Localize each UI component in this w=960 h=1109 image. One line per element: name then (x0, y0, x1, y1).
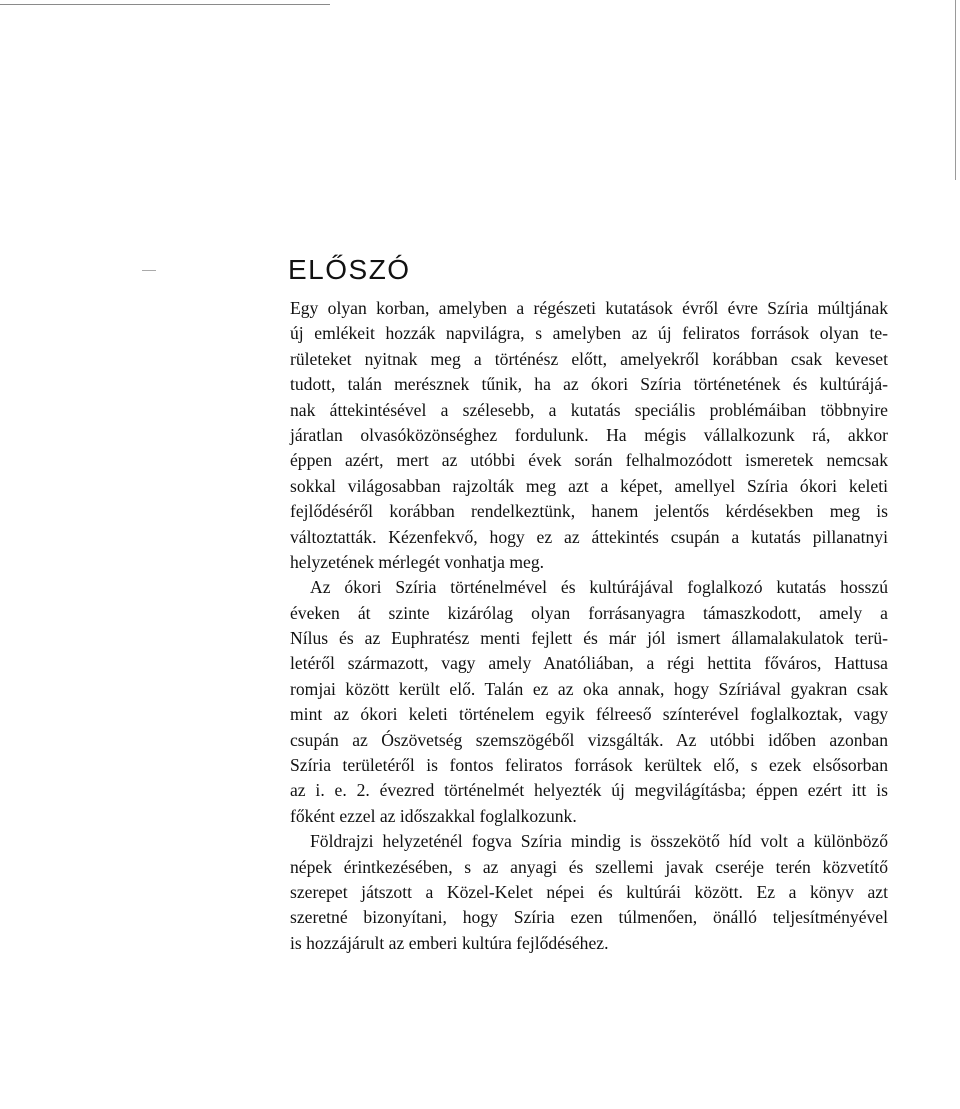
page-title: ELŐSZÓ (288, 254, 411, 285)
text-line: rületeket nyitnak meg a történész előtt, amelyekről korábban csak keveset (290, 348, 888, 369)
text-line: nak áttekintésével a szélesebb, a kutatás speciális problémáiban többnyire (290, 399, 888, 420)
text-line: csupán az Ószövetség szemszögéből vizsgálták. Az utóbbi időben azonban (290, 729, 888, 750)
text-line: fejlődéséről korábban rendelkeztünk, hanem jelentős kérdésekben meg is (290, 501, 888, 522)
preface-body (290, 296, 888, 956)
paragraph-1 (290, 296, 888, 575)
text-line: tudott, talán merésznek tűnik, ha az ókori Szíria történetének és kultúrájá- (290, 374, 888, 395)
text-line: helyzetének mérlegét vonhatja meg. (290, 551, 545, 572)
text-line: sokkal világosabban rajzolták meg azt a képet, amellyel Szíria ókori keleti (290, 475, 888, 496)
text-line: Az ókori Szíria történelmével és kultúrájával foglalkozó kutatás hosszú (310, 577, 888, 598)
text-line: romjai között került elő. Talán ez az oka annak, hogy Szíriával gyakran csak (290, 678, 888, 699)
text-line: is hozzájárult az emberi kultúra fejlődéséhez. (290, 932, 609, 953)
text-line: szerepet játszott a Közel-Kelet népei és kultúrái között. Ez a könyv azt (290, 881, 888, 902)
text-line: Egy olyan korban, amelyben a régészeti kutatások évről évre Szíria múltjának (290, 298, 888, 318)
paragraph-2 (290, 575, 888, 829)
text-line: járatlan olvasóközönséghez fordulunk. Ha mégis vállalkozunk rá, akkor (290, 424, 888, 445)
text-line: új emlékeit hozzák napvilágra, s amelyben az új feliratos források olyan te- (290, 323, 888, 344)
text-line: szeretné bizonyítani, hogy Szíria ezen túlmenően, önálló teljesítményével (290, 907, 888, 928)
scan-edge-margin (955, 0, 956, 180)
text-line: Földrajzi helyzeténél fogva Szíria mindig is összekötő híd volt a különböző (310, 831, 888, 852)
text-line: Nílus és az Euphratész menti fejlett és már jól ismert államalakulatok terü- (290, 628, 888, 649)
text-line: éppen azért, mert az utóbbi évek során felhalmozódott ismeretek nemcsak (290, 450, 888, 471)
scan-edge-rule (0, 4, 330, 5)
text-line: főként ezzel az időszakkal foglalkozunk. (290, 805, 577, 826)
scan-mark (142, 270, 156, 271)
text-line: az i. e. 2. évezred történelmét helyezték új megvilágításba; éppen ezért itt is (290, 780, 888, 801)
text-line: népek érintkezésében, s az anyagi és szellemi javak cseréje terén közvetítő (290, 856, 888, 877)
text-line: változtatták. Kézenfekvő, hogy ez az áttekintés csupán a kutatás pillanatnyi (290, 526, 888, 547)
paragraph-3 (290, 829, 888, 956)
text-line: éveken át szinte kizárólag olyan forrásanyagra támaszkodott, amely a (290, 602, 888, 623)
text-line: mint az ókori keleti történelem egyik félreeső színterével foglalkoztak, vagy (290, 704, 888, 725)
text-line: Szíria területéről is fontos feliratos források kerültek elő, s ezek elsősorban (290, 755, 888, 776)
text-line: letéről származott, vagy amely Anatóliában, a régi hettita főváros, Hattusa (290, 653, 888, 674)
